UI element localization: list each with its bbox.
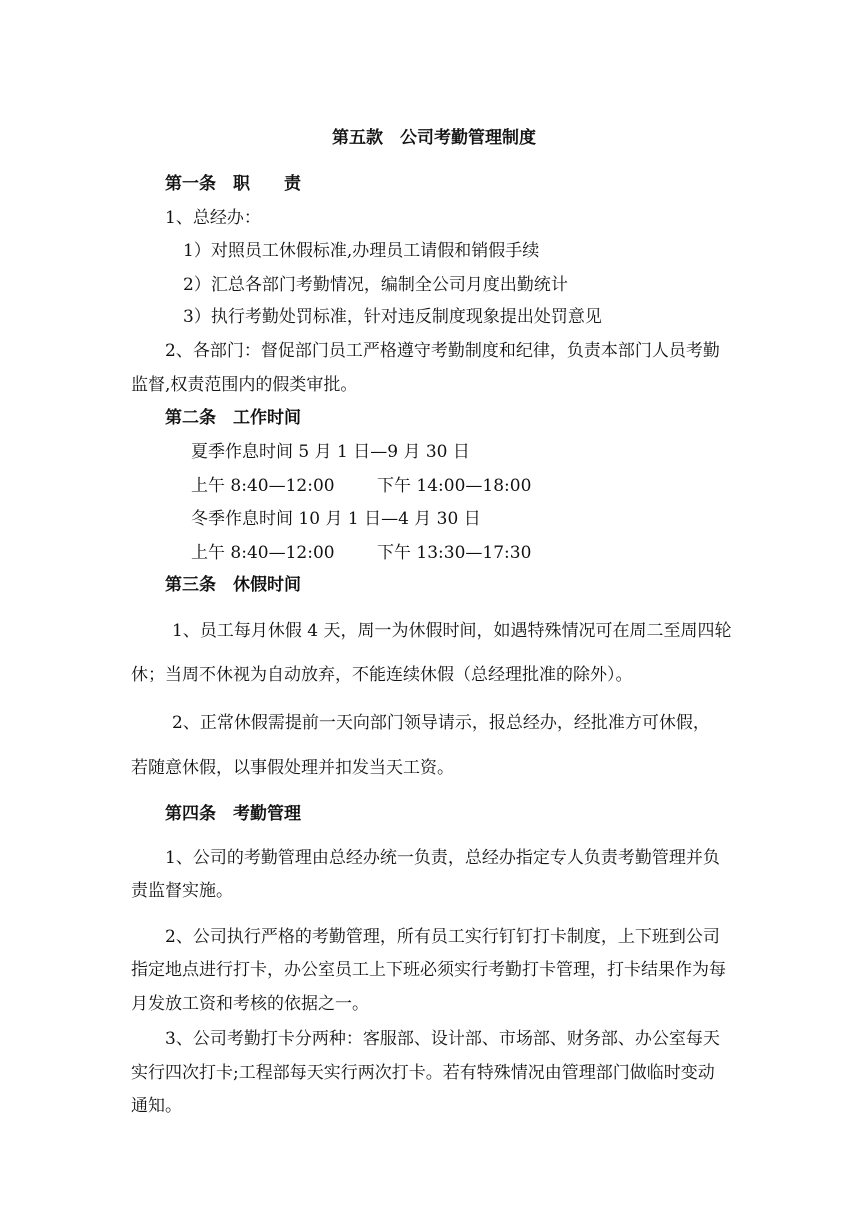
article-4-p3-line-2: 实行四次打卡;工程部每天实行两次打卡。若有特殊情况由管理部门做临时变动 (131, 1063, 715, 1083)
article-4-heading: 第四条 考勤管理 (165, 804, 301, 824)
article-3-p1-line-2: 休；当周不休视为自动放弃，不能连续休假（总经理批准的除外）。 (131, 665, 633, 685)
article-4-p1-line-1: 1、公司的考勤管理由总经办统一负责，总经办指定专人负责考勤管理并负 (165, 848, 720, 868)
winter-morning-hours: 上午 8:40—12:00 (191, 543, 335, 563)
summer-morning-hours: 上午 8:40—12:00 (191, 476, 335, 496)
summer-afternoon-hours: 下午 14:00—18:00 (377, 476, 532, 496)
article-3-p1-line-1: 1、员工每月休假 4 天，周一为休假时间，如遇特殊情况可在周二至周四轮 (172, 621, 732, 641)
article-1-item-2-line-2: 监督,权责范围内的假类审批。 (131, 375, 358, 395)
summer-schedule-label: 夏季作息时间 5 月 1 日—9 月 30 日 (191, 442, 470, 462)
article-3-p2-line-2: 若随意休假，以事假处理并扣发当天工资。 (131, 758, 454, 778)
article-4-p3-line-3: 通知。 (131, 1096, 182, 1116)
article-3-p2-line-1: 2、正常休假需提前一天向部门领导请示，报总经办，经批准方可休假， (172, 713, 710, 733)
page-title: 第五款 公司考勤管理制度 (332, 128, 536, 148)
article-1-subitem-2: 2）汇总各部门考勤情况，编制全公司月度出勤统计 (183, 275, 568, 295)
article-4-p3-line-1: 3、公司考勤打卡分两种：客服部、设计部、市场部、财务部、办公室每天 (165, 1029, 720, 1049)
article-4-p1-line-2: 责监督实施。 (131, 881, 233, 901)
winter-schedule-label: 冬季作息时间 10 月 1 日—4 月 30 日 (191, 509, 481, 529)
article-3-heading: 第三条 休假时间 (165, 575, 301, 595)
article-1-subitem-3: 3）执行考勤处罚标准，针对违反制度现象提出处罚意见 (183, 307, 602, 327)
article-1-heading: 第一条 职 责 (165, 174, 301, 194)
article-1-subitem-1: 1）对照员工休假标准,办理员工请假和销假手续 (183, 241, 540, 261)
article-4-p2-line-1: 2、公司执行严格的考勤管理，所有员工实行钉钉打卡制度，上下班到公司 (165, 927, 720, 947)
article-4-p2-line-2: 指定地点进行打卡，办公室员工上下班必须实行考勤打卡管理，打卡结果作为每 (131, 960, 726, 980)
article-1-item-2-line-1: 2、各部门：督促部门员工严格遵守考勤制度和纪律，负责本部门人员考勤 (165, 341, 720, 361)
article-4-p2-line-3: 月发放工资和考核的依据之一。 (131, 994, 369, 1014)
winter-afternoon-hours: 下午 13:30—17:30 (377, 543, 532, 563)
article-2-heading: 第二条 工作时间 (165, 408, 301, 428)
article-1-item-1-label: 1、总经办： (165, 208, 261, 228)
